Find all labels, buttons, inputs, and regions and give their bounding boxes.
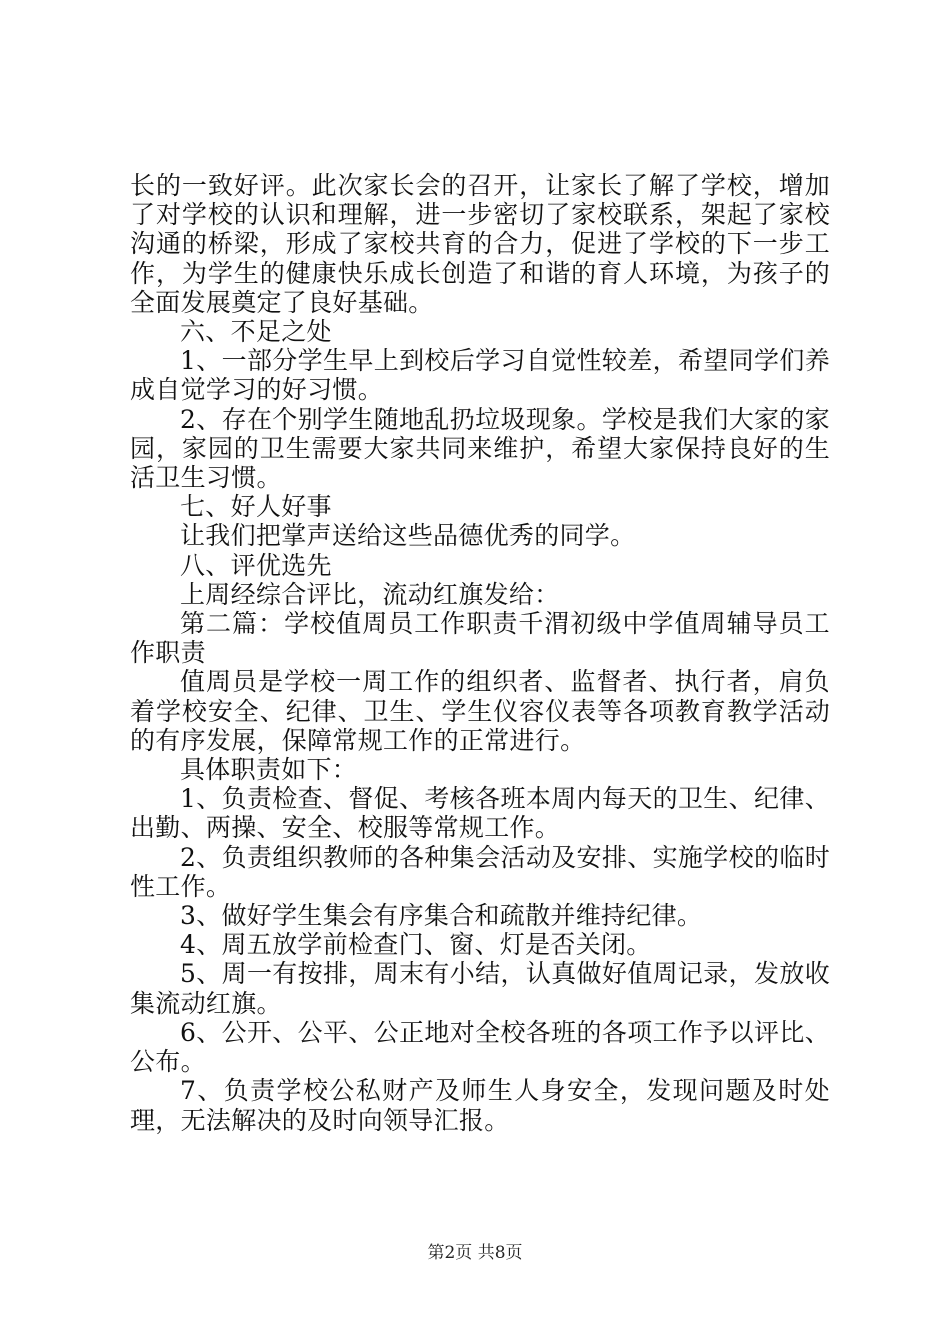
paragraph: 让我们把掌声送给这些品德优秀的同学。: [180, 521, 636, 551]
paragraph: 1、一部分学生早上到校后学习自觉性较差，希望同学们养成自觉学习的好习惯。: [130, 346, 830, 405]
list-item: 2、负责组织教师的各种集会活动及安排、实施学校的临时性工作。: [130, 842, 830, 901]
page-number-footer: 第2页 共8页: [427, 1243, 523, 1263]
paragraph: 上周经综合评比，流动红旗发给：: [180, 579, 560, 609]
list-item: 7、负责学校公私财产及师生人身安全，发现问题及时处理，无法解决的及时向领导汇报。: [130, 1076, 830, 1135]
document-body: [130, 171, 830, 1135]
section-heading-good-deeds: 七、好人好事: [180, 492, 332, 522]
section-heading-awards: 八、评优选先: [180, 550, 332, 580]
list-item: 6、公开、公平、公正地对全校各班的各项工作予以评比、公布。: [130, 1017, 830, 1077]
paragraph: 值周员是学校一周工作的组织者、监督者、执行者，肩负着学校安全、纪律、卫生、学生仪容仪表等各项教育教学活动的有序发展，保障常规工作的正常进行。: [130, 667, 830, 755]
paragraph: 长的一致好评。此次家长会的召开，让家长了解了学校，增加了对学校的认识和理解，进一步密切了家校联系，架起了家校沟通的桥梁，形成了家校共育的合力，促进了学校的下一步工作，为学生的健康快乐成长创造了和谐的育人环境，为孩子的全面发展奠定了良好基础。: [130, 171, 830, 317]
list-item: 5、周一有按排，周末有小结，认真做好值周记录，发放收集流动红旗。: [130, 959, 830, 1018]
list-item: 1、负责检查、督促、考核各班本周内每天的卫生、纪律、出勤、两操、安全、校服等常规工作。: [130, 784, 830, 843]
list-item: 4、周五放学前检查门、窗、灯是否关闭。: [180, 930, 652, 960]
article-title: 第二篇：学校值周员工作职责千渭初级中学值周辅导员工作职责: [130, 609, 830, 668]
list-item: 3、做好学生集会有序集合和疏散并维持纪律。: [180, 901, 703, 931]
section-heading-shortcomings: 六、不足之处: [180, 317, 332, 347]
paragraph: 具体职责如下：: [180, 755, 358, 785]
paragraph: 2、存在个别学生随地乱扔垃圾现象。学校是我们大家的家园，家园的卫生需要大家共同来维护，希望大家保持良好的生活卫生习惯。: [130, 404, 830, 493]
